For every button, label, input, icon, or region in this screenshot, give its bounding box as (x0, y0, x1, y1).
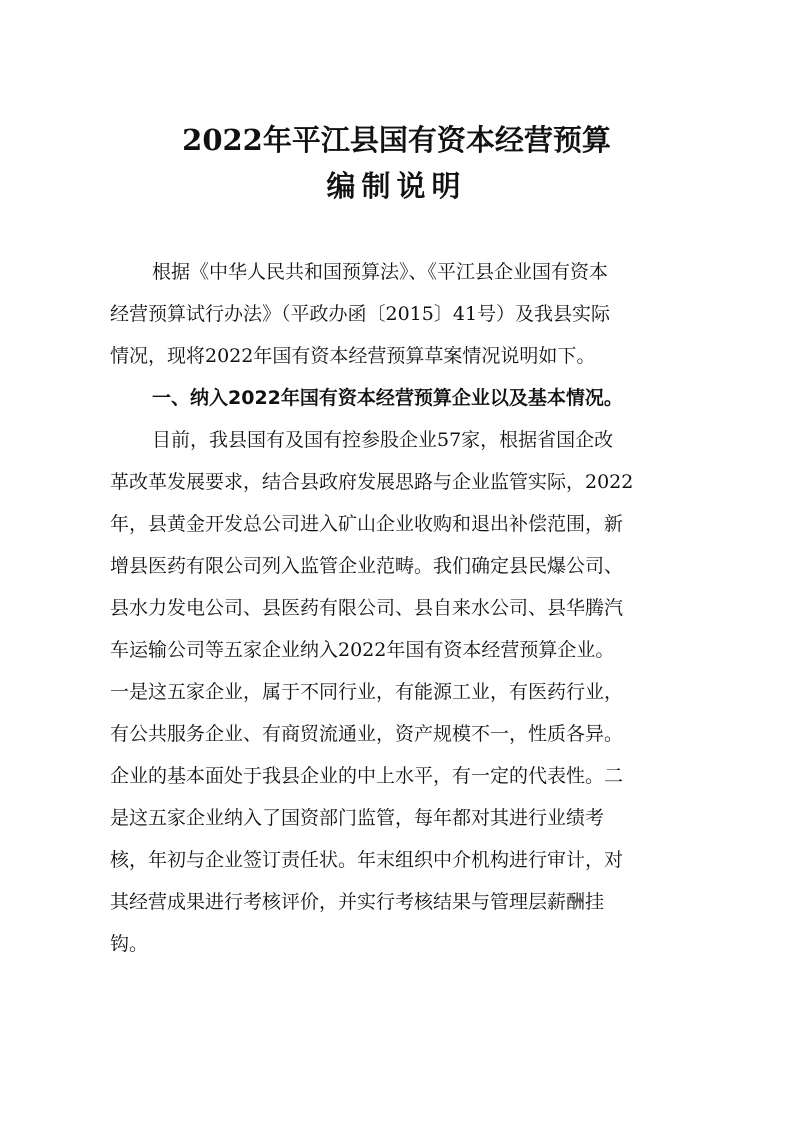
paragraph-body-line: 是这五家企业纳入了国资部门监管，每年都对其进行业绩考 (110, 807, 605, 829)
paragraph-body-line: 一是这五家企业，属于不同行业，有能源工业，有医药行业， (110, 681, 624, 703)
paragraph-body-line: 县水力发电公司、县医药有限公司、县自来水公司、县华腾汽 (110, 597, 624, 619)
paragraph-body-line: 革改革发展要求，结合县政府发展思路与企业监管实际，2022 (110, 471, 634, 493)
paragraph-body-line: 其经营成果进行考核评价，并实行考核结果与管理层薪酬挂 (110, 891, 605, 913)
paragraph-body-line: 年，县黄金开发总公司进入矿山企业收购和退出补偿范围，新 (110, 513, 624, 535)
paragraph-intro-line: 情况，现将2022年国有资本经营预算草案情况说明如下。 (110, 345, 596, 367)
section-heading: 一、纳入2022年国有资本经营预算企业以及基本情况。 (152, 387, 623, 409)
paragraph-body-line: 有公共服务企业、有商贸流通业，资产规模不一，性质各异。 (110, 723, 624, 745)
paragraph-body-line: 钩。 (110, 933, 149, 955)
document-title-line-2: 编制说明 (326, 169, 467, 203)
paragraph-intro-line: 经营预算试行办法》（平政办函〔2015〕41号）及我县实际 (110, 303, 611, 325)
paragraph-body-line: 车运输公司等五家企业纳入2022年国有资本经营预算企业。 (110, 639, 615, 661)
document-title-line-1: 2022年平江县国有资本经营预算 (182, 123, 611, 157)
paragraph-intro-line: 根据《中华人民共和国预算法》、《平江县企业国有资本 (152, 261, 609, 283)
paragraph-body-line: 核，年初与企业签订责任状。年末组织中介机构进行审计，对 (110, 849, 624, 871)
paragraph-body-line: 增县医药有限公司列入监管企业范畴。我们确定县民爆公司、 (110, 555, 624, 577)
paragraph-body-line: 企业的基本面处于我县企业的中上水平，有一定的代表性。二 (110, 765, 624, 787)
paragraph-body-line: 目前，我县国有及国有控参股企业57家，根据省国企改 (152, 429, 614, 451)
